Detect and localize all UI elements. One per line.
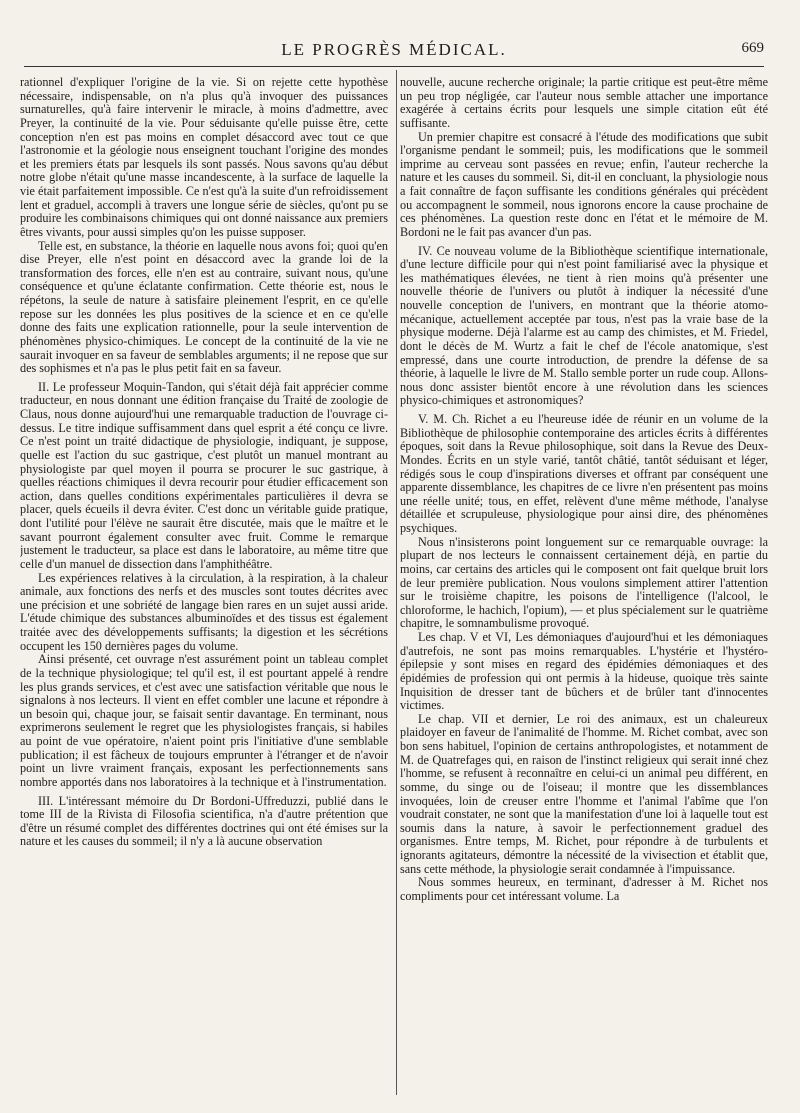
right-column: [400, 76, 768, 1106]
paragraph: Les expériences relatives à la circulation, à la respiration, à la chaleur animale, aux fonctions des nerfs et des muscles sont toutes décrites avec une précision et une sobriété de langage bien rares en un sujet aussi aride. L'étude chimique des substances albuminoïdes et des tissus est également traitée avec des développements suffisants; la digestion et les sécrétions occupent les 150 dernières pages du volume.: [20, 570, 388, 653]
paragraph: nouvelle, aucune recherche originale; la partie critique est peut-être même un peu trop négligée, car l'auteur nous semble attacher une importance exagérée à certains écrits pour lesquels une simple citation eût été suffisante.: [400, 76, 768, 130]
paragraph: Un premier chapitre est consacré à l'étude des modifications que subit l'organisme pendant le sommeil; puis, les modifications que le sommeil imprime au cerveau sont passées en revue; enfin, l'auteur recherche la nature et les causes du sommeil. Si, dit-il en concluant, la physiologie nous a fait connaître de façon suffisante les conditions générales qui précèdent ou accompagnent le sommeil, nous ignorons encore la cause prochaine de ces phénomènes. La question reste donc en l'état et le mémoire de M. Bordoni ne le fait pas avancer d'un pas.: [400, 129, 768, 239]
page-number: 669: [741, 40, 764, 56]
page-header: [24, 40, 764, 64]
paragraph: V. M. Ch. Richet a eu l'heureuse idée de réunir en un volume de la Bibliothèque de philosophie contemporaine des articles écrits à différentes époques, soit dans la Revue philosophique, soit dans la Revue des Deux-Mondes. Écrits en un style varié, tantôt châtié, tantôt séduisant et léger, rédigés sous le coup d'inspirations diverses et offrant par conséquent une apparente dissemblance, les chapitres de ce livre n'en présentent pas moins une réelle unité; tous, en effet, relèvent d'une même méthode, l'analyse détaillée et scrupuleuse, physiologique pour ainsi dire, des phénomènes psychiques.: [400, 412, 768, 535]
journal-title: LE PROGRÈS MÉDICAL.: [281, 40, 507, 59]
paragraph: II. Le professeur Moquin-Tandon, qui s'était déjà fait apprécier comme traducteur, en nous donnant une édition française du Traité de zoologie de Claus, nous donne aujourd'hui une remarquable traduction de l'ouvrage ci-dessus. Le titre indique suffisamment dans quel esprit a été conçu ce livre. Ce n'est point un traité didactique de physiologie, indiquant, je suppose, quelle est l'action du suc gastrique, c'est plutôt un manuel montrant au physiologiste par quel moyen il pourra se procurer le suc gastrique, à quelles réactions chimiques il devra recourir pour étudier efficacement son action, dans quelles conditions expérimentales particulières il devra se placer, quels écueils il devra éviter. C'est donc un véritable guide pratique, dont l'utilité pour l'élève ne saurait être discutée, mais que le maître et le savant pourront également consulter avec fruit. Comme le remarque justement le traducteur, sa place est dans le laboratoire, au même titre que celle d'un manuel de dissection dans l'amphithéâtre.: [20, 379, 388, 571]
paragraph: Telle est, en substance, la théorie en laquelle nous avons foi; quoi qu'en dise Preyer, elle n'est point en désaccord avec la grande loi de la transformation des forces, elle n'en est au contraire, suivant nous, qu'une conséquence et qu'une éclatante confirmation. Cette théorie est, nous le répétons, la seule de nature à satisfaire pleinement l'esprit, en ce qu'elle repose sur les données les plus positives de la science et en ce qu'elle donne des faits une explication rationnelle, pour la seule intervention de phénomènes physico-chimiques. Le concept de la continuité de la vie ne saurait invoquer en sa faveur de semblables arguments; il ne repose que sur des sophismes et n'a pas le plus petit fait en sa faveur.: [20, 238, 388, 376]
header-rule: [24, 66, 764, 67]
paragraph: Ainsi présenté, cet ouvrage n'est assurément point un tableau complet de la technique physiologique; tel qu'il est, il est pourtant appelé à rendre les plus grands services, et c'est avec une satisfaction véritable que nous le signalons à nos lecteurs. Il vient en effet combler une lacune et répondre à un besoin qui, chaque jour, se faisait sentir davantage. En terminant, nous exprimerons seulement le regret que les physiologistes français, si habiles au point de vue opératoire, n'aient point pris l'initiative d'une semblable publication; il est fâcheux de toujours emprunter à l'étranger et de n'avoir point un livre vraiment français, exposant les perfectionnements sans nombre apportés dans nos laboratoires à la technique et à l'instrumentation.: [20, 652, 388, 789]
paragraph: III. L'intéressant mémoire du Dr Bordoni-Uffreduzzi, publié dans le tome III de la Rivista di Filosofia scientifica, n'a d'autre prétention que d'être un résumé complet des différentes doctrines qui ont été émises sur la nature et les causes du sommeil; il n'y a là aucune observation: [20, 793, 388, 849]
paragraph: IV. Ce nouveau volume de la Bibliothèque scientifique internationale, d'une lecture difficile pour qui n'est point familiarisé avec la physique et les mathématiques élevées, ne tient à rien moins qu'à présenter une nouvelle théorie de l'univers ou plutôt à indiquer la nécessité d'une nouvelle conception de l'univers, en montrant que la théorie atomo-mécanique, actuellement acceptée par tous, n'est pas la vraie base de la physique moderne. Déjà l'alarme est au camp des chimistes, et M. Friedel, dont le décès de M. Wurtz a fait le chef de l'école anatomique, s'est empressé, dans une courte introduction, de prendre la défense de sa théorie, à laquelle le livre de M. Stallo semble porter un rude coup. Allons-nous donc assister bientôt encore à une révolution dans les sciences physico-chimiques et astronomiques?: [400, 243, 768, 408]
paragraph: Le chap. VII et dernier, Le roi des animaux, est un chaleureux plaidoyer en faveur de l'animalité de l'homme. M. Richet combat, avec son bon sens habituel, l'opinion de certains anthropologistes, et notamment de M. de Quatrefages qui, en raison de l'instinct religieux qui serait inné chez l'homme, se refusent à reconnaître en celui-ci un animal peu différent, en somme, du singe ou de l'oiseau; il montre que les dissemblances invoquées, loin de creuser entre l'homme et l'animal l'abîme que l'on voudrait constater, ne sont que la manifestation d'une loi à laquelle tout est soumis dans la nature, à savoir le perfectionnement graduel des organismes. Entre temps, M. Richet, pour répondre à de turbulents et ignorants agitateurs, démontre la nécessité de la vivisection et établit que, sans cette méthode, la physiologie serait condamnée à l'impuissance.: [400, 711, 768, 876]
paragraph: rationnel d'expliquer l'origine de la vie. Si on rejette cette hypothèse nécessaire, indispensable, on n'a plus qu'à invoquer des puissances surnaturelles, qu'à faire intervenir le miracle, à moins d'admettre, avec Preyer, la continuité de la vie. Pour séduisante qu'elle puisse être, cette conception n'en est pas moins en complet désaccord avec tout ce que l'astronomie et la géologie nous enseignent touchant l'origine des mondes et les premiers états par lesquels ils sont passés. Nous savons qu'au début notre globe n'était qu'une masse incandescente, à la surface de laquelle la vie était parfaitement impossible. Ce n'est qu'à la suite d'un refroidissement lent et graduel, accompli à travers une longue série de siècles, qu'ont pu se produire les combinaisons chimiques qui ont donné naissance aux premiers êtres vivants, pour aussi simples qu'on les puisse supposer.: [20, 76, 388, 239]
left-column: [20, 76, 388, 1106]
paragraph: Nous n'insisterons point longuement sur ce remarquable ouvrage: la plupart de nos lecteurs le connaissent certainement déjà, en partie du moins, car certains des articles qui le composent ont fait quelque bruit lors de leur première publication. Nous voulons simplement attirer l'attention sur le troisième chapitre, les poisons de l'intelligence (l'alcool, le chloroforme, le hachich, l'opium), — et plus spécialement sur le quatrième chapitre, le somnambulisme provoqué.: [400, 534, 768, 631]
column-divider: [396, 70, 397, 1095]
paragraph: Les chap. V et VI, Les démoniaques d'aujourd'hui et les démoniaques d'autrefois, ne sont pas moins remarquables. L'hystérie et l'hystéro-épilepsie y sont mises en regard des épidémies démoniaques et des épidémies de profession qui ont permis à la hideuse, quoique très sainte Inquisition de dresser tant de bûchers et de brûler tant d'innocentes victimes.: [400, 630, 768, 713]
paragraph: Nous sommes heureux, en terminant, d'adresser à M. Richet nos compliments pour cet intéressant volume. La: [400, 875, 768, 903]
